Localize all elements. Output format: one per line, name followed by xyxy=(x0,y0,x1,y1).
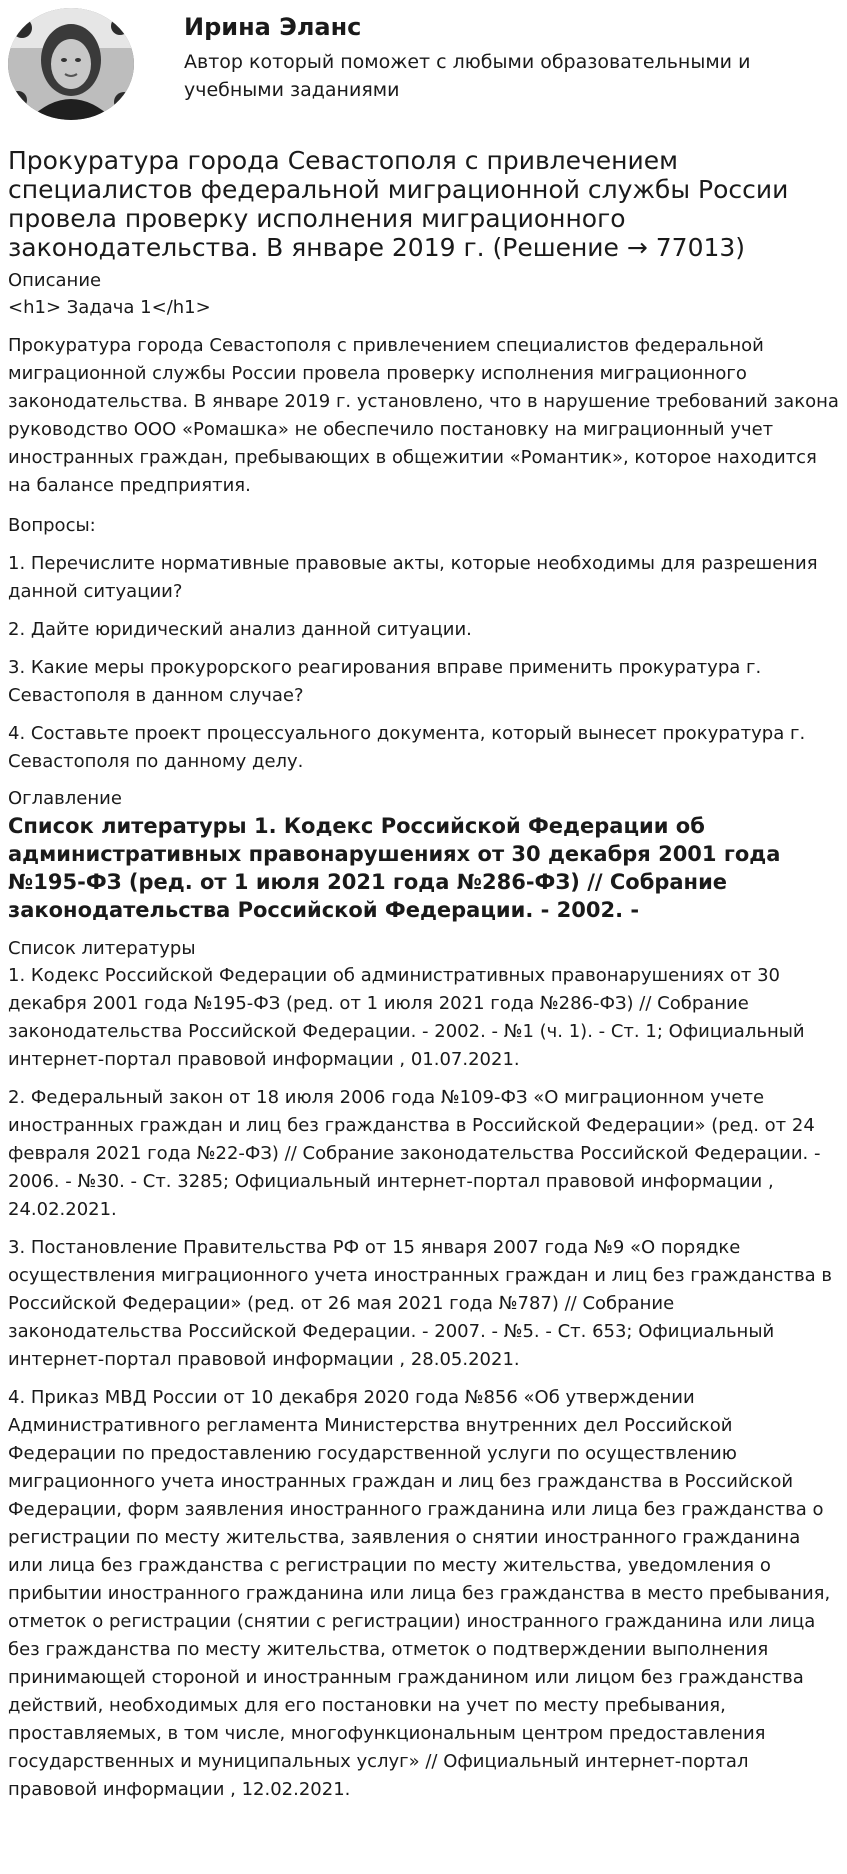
reference-item: 2. Федеральный закон от 18 июля 2006 года №109-ФЗ «О миграционном учете иностранных граждан и лиц без гражданства в Российской Федерации» (ред. от 24 февраля 2021 года №22-ФЗ) // Собрание законодательства Российской Федерации. - 2006. - №30. - Ст. 3285; Официальный интернет-портал правовой информации , 24.02.2021. xyxy=(8,1087,821,1220)
author-card xyxy=(0,0,847,130)
author-avatar[interactable] xyxy=(8,8,134,120)
description-label: Описание xyxy=(8,270,102,291)
toc-heading: Список литературы 1. Кодекс Российской Федерации об административных правонарушениях от 30 декабря 2001 года №195-ФЗ (ред. от 1 июля 2021 года №286-ФЗ) // Собрание законодательства Российской Федерации. - 2002. - xyxy=(8,814,781,922)
question-item: 3. Какие меры прокурорского реагирования вправе применить прокуратура г. Севастополя в данном случае? xyxy=(8,657,762,706)
author-photo-icon xyxy=(8,8,134,120)
code-line: <h1> Задача 1</h1> xyxy=(8,297,211,318)
question-item: 1. Перечислите нормативные правовые акты, которые необходимы для разрешения данной ситуации? xyxy=(8,553,818,602)
references-label: Список литературы xyxy=(8,938,196,959)
toc-label: Оглавление xyxy=(8,788,122,809)
article-content xyxy=(8,146,840,1814)
case-text: Прокуратура города Севастополя с привлечением специалистов федеральной миграционной службы России провела проверку исполнения миграционного законодательства. В январе 2019 г. установлено, что в нарушение требований закона руководство ООО «Ромашка» не обеспечило постановку на миграционный учет иностранных граждан, пребывающих в общежитии «Романтик», которое находится на балансе предприятия. xyxy=(8,335,839,496)
questions-label: Вопросы: xyxy=(8,515,96,536)
author-name[interactable]: Ирина Эланс xyxy=(184,13,362,41)
author-description: Автор который поможет с любыми образовательными и учебными заданиями xyxy=(184,51,751,101)
question-item: 2. Дайте юридический анализ данной ситуации. xyxy=(8,619,472,640)
page-title: Прокуратура города Севастополя с привлечением специалистов федеральной миграционной службы России провела проверку исполнения миграционного законодательства. В январе 2019 г. (Решение → 77013) xyxy=(8,146,789,262)
reference-item: 3. Постановление Правительства РФ от 15 января 2007 года №9 «О порядке осуществления миграционного учета иностранных граждан и лиц без гражданства в Российской Федерации» (ред. от 26 мая 2021 года №787) // Собрание законодательства Российской Федерации. - 2007. - №5. - Ст. 653; Официальный интернет-портал правовой информации , 28.05.2021. xyxy=(8,1237,832,1370)
references-list xyxy=(8,962,840,1804)
reference-item: 4. Приказ МВД России от 10 декабря 2020 года №856 «Об утверждении Административного регламента Министерства внутренних дел Российской Федерации по предоставлению государственной услуги по осуществлению миграционного учета иностранных граждан и лиц без гражданства в Российской Федерации, форм заявления иностранного гражданина или лица без гражданства о регистрации по месту жительства, заявления о снятии иностранного гражданина или лица без гражданства с регистрации по месту жительства, уведомления о прибытии иностранного гражданина или лица без гражданства в место пребывания, отметок о регистрации (снятии с регистрации) иностранного гражданина или лица без гражданства по месту жительства, отметок о подтверждении выполнения принимающей стороной и иностранным гражданином или лицом без гражданства действий, необходимых для его постановки на учет по месту пребывания, проставляемых, в том числе, многофункциональным центром предоставления государственных и муниципальных услуг» // Официальный интернет-портал правовой информации , 12.02.2021. xyxy=(8,1387,831,1800)
reference-item: 1. Кодекс Российской Федерации об административных правонарушениях от 30 декабря 2001 года №195-ФЗ (ред. от 1 июля 2021 года №286-ФЗ) // Собрание законодательства Российской Федерации. - 2002. - №1 (ч. 1). - Ст. 1; Официальный интернет-портал правовой информации , 01.07.2021. xyxy=(8,965,805,1070)
questions-list xyxy=(8,550,840,776)
question-item: 4. Составьте проект процессуального документа, который вынесет прокуратура г. Севастополя по данному делу. xyxy=(8,723,806,772)
